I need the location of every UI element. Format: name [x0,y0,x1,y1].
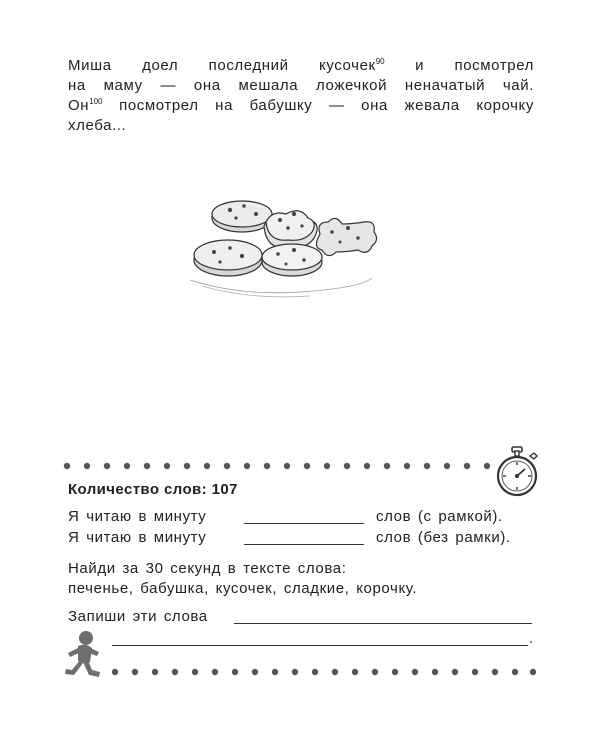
reading-row-2-suffix: слов (без рамки). [376,529,511,546]
word-count-title: Количество слов: 107 [68,481,238,498]
story-line-3-start: Он [68,97,90,114]
reading-row-2-prefix: Я читаю в минуту [68,529,207,546]
write-words-line-2[interactable] [112,645,528,646]
reading-speed-row-frame [68,508,503,525]
story-line-4: хлеба... [68,117,127,134]
reading-speed-blank-no-frame[interactable] [244,544,364,545]
reading-speed-row-no-frame [68,529,511,546]
story-line-1-start: Миша доел последний кусочек [68,57,376,74]
write-words-line-1[interactable] [234,623,532,624]
dotted-divider-top [62,461,492,471]
stopwatch-icon [494,446,540,498]
story-line-3-end: посмотрел на бабушку — она жевала корочку [102,97,534,114]
story-line-2: на маму — она мешала ложечкой неначатый чай. [68,77,534,94]
word-count-marker-90: 90 [375,57,385,66]
running-boy-icon [64,630,104,680]
story-line-1 [68,56,534,76]
end-period: . [529,630,534,647]
reading-row-1-prefix: Я читаю в минуту [68,508,207,525]
dotted-divider-bottom [110,667,538,677]
cookies-illustration [180,192,380,304]
write-words-label: Запиши эти слова [68,608,208,625]
reading-row-1-suffix: слов (с рамкой). [376,508,503,525]
word-count-marker-100: 100 [89,97,103,106]
words-to-find: печенье, бабушка, кусочек, сладкие, корочку. [68,580,418,597]
story-line-3 [68,96,534,116]
story-text [68,56,534,136]
reading-speed-blank-frame[interactable] [244,523,364,524]
find-words-instruction: Найди за 30 секунд в тексте слова: [68,560,347,577]
story-line-1-end: и посмотрел [384,57,534,74]
